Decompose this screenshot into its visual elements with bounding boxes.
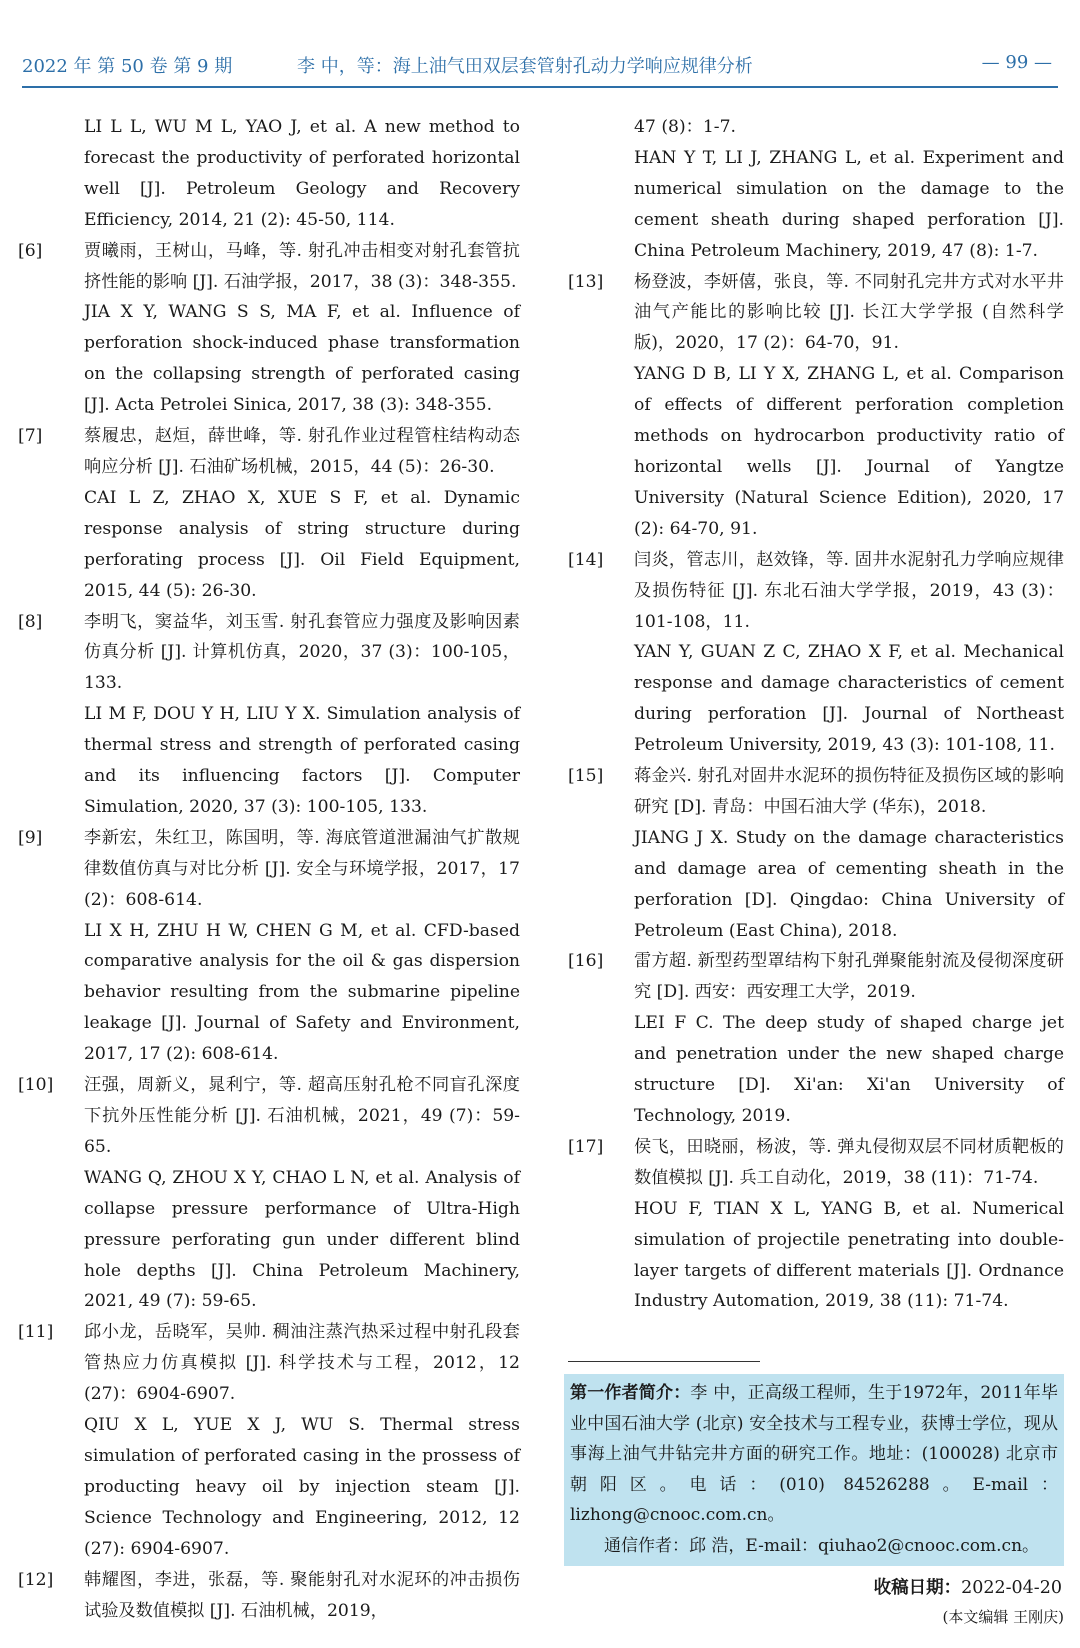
reference-number: [13] [568,271,604,292]
reference-number: [17] [568,1136,604,1157]
reference-entry [568,761,1064,946]
received-date [874,1574,1062,1599]
reference-english: HAN Y T, LI J, ZHANG L, et al. Experiment and numerical simulation on the damage to the cement sheath during shaped perforation [J]. China Petroleum Machinery, 2019, 47 (8): 1-7. [634,147,1064,261]
reference-chinese: 蒋金兴. 射孔对固井水泥环的损伤特征及损伤区域的影响研究 [D]. 青岛：中国石油大学 (华东)，2018. [634,766,1064,817]
received-label: 收稿日期： [873,1578,962,1598]
author-bio: 李 中，正高级工程师，生于1972年，2011年毕业中国石油大学 (北京) 安全技术与工程专业，获博士学位，现从事海上油气井钻完井方面的研究工作。地址：(100028) 北京市朝阳区。电话：(010) 84526288。E-mail：lizhong@cnooc.com.cn。 [570,1383,1058,1525]
reference-english: HOU F, TIAN X L, YANG B, et al. Numerical simulation of projectile penetrating into double-layer targets of different materials [J]. Ordnance Industry Automation, 2019, 38 (11): 71-74. [634,1198,1064,1312]
reference-entry [568,112,1064,267]
reference-number: [12] [18,1569,54,1590]
reference-chinese: 侯飞，田晓丽，杨波，等. 弹丸侵彻双层不同材质靶板的数值模拟 [J]. 兵工自动化，2019，38 (11)：71-74. [634,1136,1064,1188]
reference-entry [568,545,1064,761]
reference-english: JIA X Y, WANG S S, MA F, et al. Influence of perforation shock-induced phase transformation on the collapsing strength of perforated casing [J]. Acta Petrolei Sinica, 2017, 38 (3): 348-355. [84,302,520,416]
reference-chinese: 邱小龙，岳晓军，吴帅. 稠油注蒸汽热采过程中射孔段套管热应力仿真模拟 [J]. 科学技术与工程，2012，12 (27)：6904-6907. [84,1322,520,1405]
reference-number: [6] [18,240,43,261]
running-header [22,46,1058,88]
reference-english: CAI L Z, ZHAO X, XUE S F, et al. Dynamic response analysis of string structure during perforating process [J]. Oil Field Equipment, 2015, 44 (5): 26-30. [84,487,520,601]
reference-chinese: 杨登波，李妍僖，张良，等. 不同射孔完井方式对水平井油气产能比的影响比较 [J]. 长江大学学报 (自然科学版)，2020，17 (2)：64-70，91. [634,271,1064,354]
article-running-title: 李 中，等：海上油气田双层套管射孔动力学响应规律分析 [297,56,753,77]
reference-number: [16] [568,951,604,972]
reference-english: LEI F C. The deep study of shaped charge jet and penetration under the new shaped charge structure [D]. Xi'an: Xi'an University of Technology, 2019. [634,1013,1064,1126]
left-column [18,112,520,1626]
reference-entry [18,112,520,236]
reference-chinese: 汪强，周新义，晁利宁，等. 超高压射孔枪不同盲孔深度下抗外压性能分析 [J]. 石油机械，2021，49 (7)：59-65. [84,1075,520,1157]
reference-chinese: 雷方超. 新型药型罩结构下射孔弹聚能射流及侵彻深度研究 [D]. 西安：西安理工大学，2019. [634,951,1064,1003]
reference-english: LI X H, ZHU H W, CHEN G M, et al. CFD-based comparative analysis for the oil & gas dispersion behavior resulting from the submarine pipeline leakage [J]. Journal of Safety and Environment, 2017, 17 (2): 608-614. [84,920,520,1065]
reference-number: [8] [18,611,43,632]
corresponding-author: 通信作者：邱 浩，E-mail：qiuhao2@cnooc.com.cn。 [604,1535,1040,1556]
page-number: — 99 — [981,52,1052,73]
reference-number [568,112,634,267]
reference-number: [11] [18,1322,54,1343]
reference-entry [568,1132,1064,1317]
reference-chinese: 韩耀图，李进，张磊，等. 聚能射孔对水泥环的冲击损伤试验及数值模拟 [J]. 石油机械，2019， [84,1569,520,1621]
author-info-box [564,1374,1064,1566]
reference-number: [7] [18,426,43,447]
reference-entry [18,1070,520,1317]
reference-chinese: 李新宏，朱红卫，陈国明，等. 海底管道泄漏油气扩散规律数值仿真与对比分析 [J]. 安全与环境学报，2017，17 (2)：608-614. [84,827,520,910]
editor-credit: (本文编辑 王刚庆) [942,1608,1064,1626]
right-column [568,112,1064,1317]
reference-entry [18,421,520,606]
reference-entry [568,267,1064,545]
reference-english: LI L L, WU M L, YAO J, et al. A new method to forecast the productivity of perforated horizontal well [J]. Petroleum Geology and Recovery Efficiency, 2014, 21 (2): 45-50, 114. [84,117,520,230]
reference-english: WANG Q, ZHOU X Y, CHAO L N, et al. Analysis of collapse pressure performance of Ultra-High pressure perforating gun under different blind hole depths [J]. China Petroleum Machinery, 2021, 49 (7): 59-65. [84,1167,520,1312]
reference-number: [14] [568,549,604,570]
reference-english: YAN Y, GUAN Z C, ZHAO X F, et al. Mechanical response and damage characteristics of cement during perforation [J]. Journal of Northeast Petroleum University, 2019, 43 (3): 101-108, 11. [634,642,1064,756]
reference-number: [9] [18,827,43,848]
reference-entry [18,236,520,421]
reference-chinese: 贾曦雨，王树山，马峰，等. 射孔冲击相变对射孔套管抗挤性能的影响 [J]. 石油学报，2017，38 (3)：348-355. [84,240,520,292]
reference-english: QIU X L, YUE X J, WU S. Thermal stress simulation of perforated casing in the prossess of producting heavy oil by injection steam [J]. Science Technology and Engineering, 2012, 12 (27): 6904-6907. [84,1415,520,1559]
reference-entry [18,823,520,1070]
reference-entry [18,1317,520,1564]
received-value: 2022-04-20 [961,1578,1062,1598]
reference-chinese: 蔡履忠，赵烜，薛世峰，等. 射孔作业过程管柱结构动态响应分析 [J]. 石油矿场机械，2015，44 (5)：26-30. [84,426,520,477]
reference-number: [10] [18,1075,54,1096]
reference-chinese: 闫炎，管志川，赵效锋，等. 固井水泥射孔力学响应规律及损伤特征 [J]. 东北石油大学学报，2019，43 (3)：101-108，11. [634,549,1064,632]
reference-entry [18,607,520,823]
reference-english: JIANG J X. Study on the damage characteristics and damage area of cementing sheath in the perforation [D]. Qingdao: China University of Petroleum (East China), 2018. [634,827,1064,941]
reference-chinese: 李明飞，窦益华，刘玉雪. 射孔套管应力强度及影响因素仿真分析 [J]. 计算机仿真，2020，37 (3)：100-105，133. [84,611,520,694]
reference-number [18,112,84,236]
reference-english: LI M F, DOU Y H, LIU Y X. Simulation analysis of thermal stress and strength of perforated casing and its influencing factors [J]. Computer Simulation, 2020, 37 (3): 100-105, 133. [84,704,520,817]
reference-number: [15] [568,766,604,787]
reference-chinese: 47 (8)：1-7. [634,117,737,137]
reference-entry [18,1565,520,1627]
reference-entry [568,946,1064,1131]
footnote-separator [568,1361,760,1362]
journal-issue: 2022 年 第 50 卷 第 9 期 [22,56,233,77]
reference-english: YANG D B, LI Y X, ZHANG L, et al. Comparison of effects of different perforation completion methods on hydrocarbon productivity ratio of horizontal wells [J]. Journal of Yangtze University (Natural Science Edition), 2020, 17 (2): 64-70, 91. [634,364,1064,539]
author-label: 第一作者简介： [570,1383,691,1403]
